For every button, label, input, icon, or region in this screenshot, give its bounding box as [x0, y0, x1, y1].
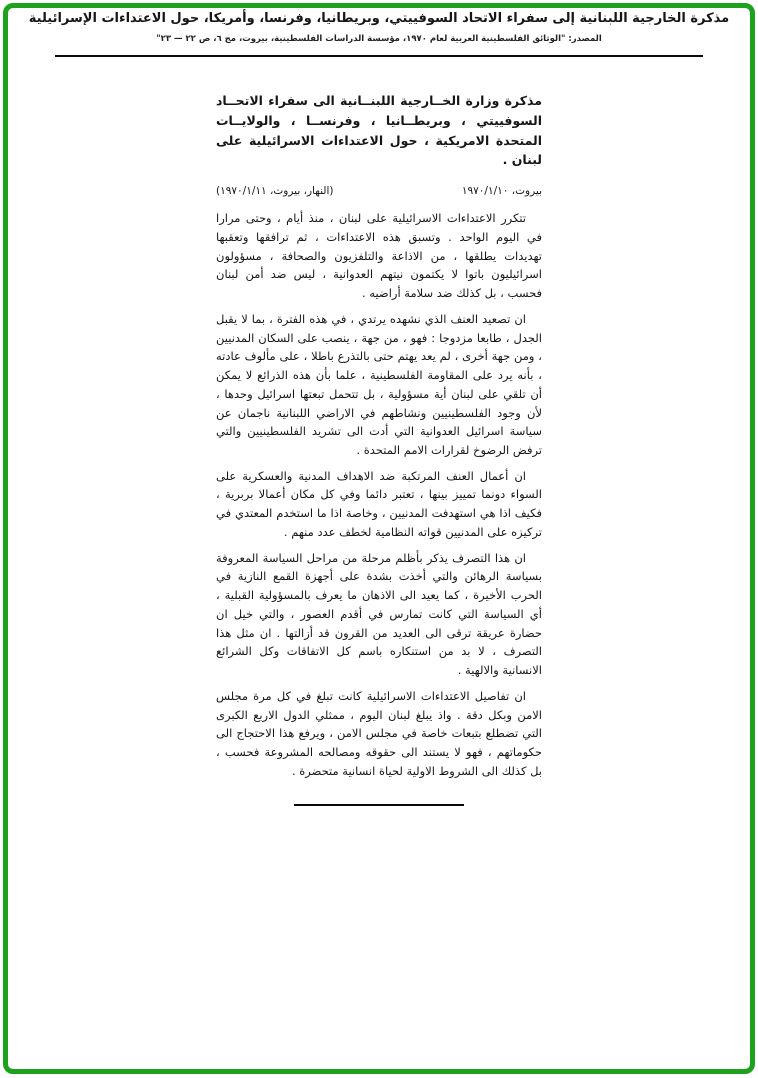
- memo-paragraphs: [216, 209, 542, 780]
- source-citation: المصدر: "الوثائق الفلسطينية العربية لعام ١٩٧٠، مؤسسة الدراسات الفلسطينية، بيروت، مج ٦، ص ٢٢ — ٢٣": [156, 34, 602, 45]
- header-title: مذكرة الخارجية اللبنانية إلى سفراء الاتحاد السوفييتي، وبريطانيا، وفرنسا، وأمريكا، حول الاعتداءات الإسرائيلية: [28, 11, 730, 26]
- memo-paragraph: تتكرر الاعتداءات الاسرائيلية على لبنان ، منذ أيام ، وحتى مرارا في اليوم الواحد . وتسبق هذه الاعتداءات ، ثم ترافقها وتعقبها تهديدات يطلقها ، من الاذاعة والتلفزيون والصحافة ، مسؤولون اسرائيليون باتوا لا يكتمون نيتهم العدوانية ، ليس ضد أمن لبنان فحسب ، بل كذلك ضد سلامة أراضيه .: [216, 211, 542, 301]
- dateline: [216, 185, 542, 197]
- memo-paragraph: ان تصعيد العنف الذي نشهده يرتدي ، في هذه الفترة ، بما لا يقبل الجدل ، طابعا مزدوجا : فهو ، من جهة ، ينصب على السكان المدنيين ، ومن جهة أخرى ، لم يعد يهتم حتى بالتذرع باطلا ، على مألوف عادته ، بأنه يرد على المقاومة الفلسطينية ، علما بأن هذه الذرائع لا يمكن أن تلقي على لبنان أية مسؤولية ، بل تتحمل تبعتها اسرائيل وحدها ، لأن وجود الفلسطينيين ونشاطهم في الاراضي اللبنانية ناجمان عن سياسة اسرائيل العدوانية التي أدت الى تشريد الفلسطينيين والتي ترفض الرضوخ لقرارات الامم المتحدة .: [216, 311, 542, 457]
- memo-paragraph: ان أعمال العنف المرتكبة ضد الاهداف المدنية والعسكرية على السواء دونما تمييز بينها ، تعتبر دائما وفي كل مكان أعمالا بربرية ، فكيف اذا هي استهدفت المدنيين ، وخاصة اذا ما استخدم المعتدي في تركيزه على المدنيين قواته النظامية لخطف عدد منهم .: [216, 468, 542, 539]
- dateline-place-date: بيروت، ١٩٧٠/١/١٠: [461, 185, 542, 198]
- bottom-divider-line: [294, 804, 464, 806]
- memo-body: [216, 91, 542, 780]
- memo-paragraph: ان تفاصيل الاعتداءات الاسرائيلية كانت تبلغ في كل مرة مجلس الامن وبكل دقة . واذ يبلغ لبنان اليوم ، ممثلي الدول الاربع الكبرى التي تضطلع بتبعات خاصة في مجلس الامن ، ويرفع هذا الاحتجاج الى حكوماتهم ، فهو لا يستند الى حقوقه ومصالحه المشروعة فحسب ، بل كذلك الى الشروط الاولية لحياة انسانية متحضرة .: [216, 688, 542, 778]
- memo-paragraph: ان هذا التصرف يذكر بأظلم مرحلة من مراحل السياسة المعروفة بسياسة الرهائن والتي أخذت بشدة على أجهزة القمع النازية في الحرب الأخيرة ، كما يعيد الى الاذهان ما يعرف بالمسؤولية القبلية ، أي السياسة التي كانت تمارس في أقدم العصور ، والتي خيل ان حضارة عريقة ترقى الى العديد من القرون قد أزالتها . ان مثل هذا التصرف ، لا بد من استنكاره باسم كل الاتفاقات وكل الشرائع الانسانية والالهية .: [216, 550, 542, 678]
- memo-title: مذكرة وزارة الخــارجية اللبنــانية الى سفراء الاتحــاد السوفييتي ، وبريطــانيا ، وفرنســا ، والولايــات المتحدة الامريكية ، حول الاعتداءات الاسرائيلية على لبنان .: [216, 93, 542, 168]
- dateline-newspaper-ref: (النهار، بيروت، ١٩٧٠/١/١١): [216, 185, 334, 198]
- top-divider-line: [55, 55, 703, 57]
